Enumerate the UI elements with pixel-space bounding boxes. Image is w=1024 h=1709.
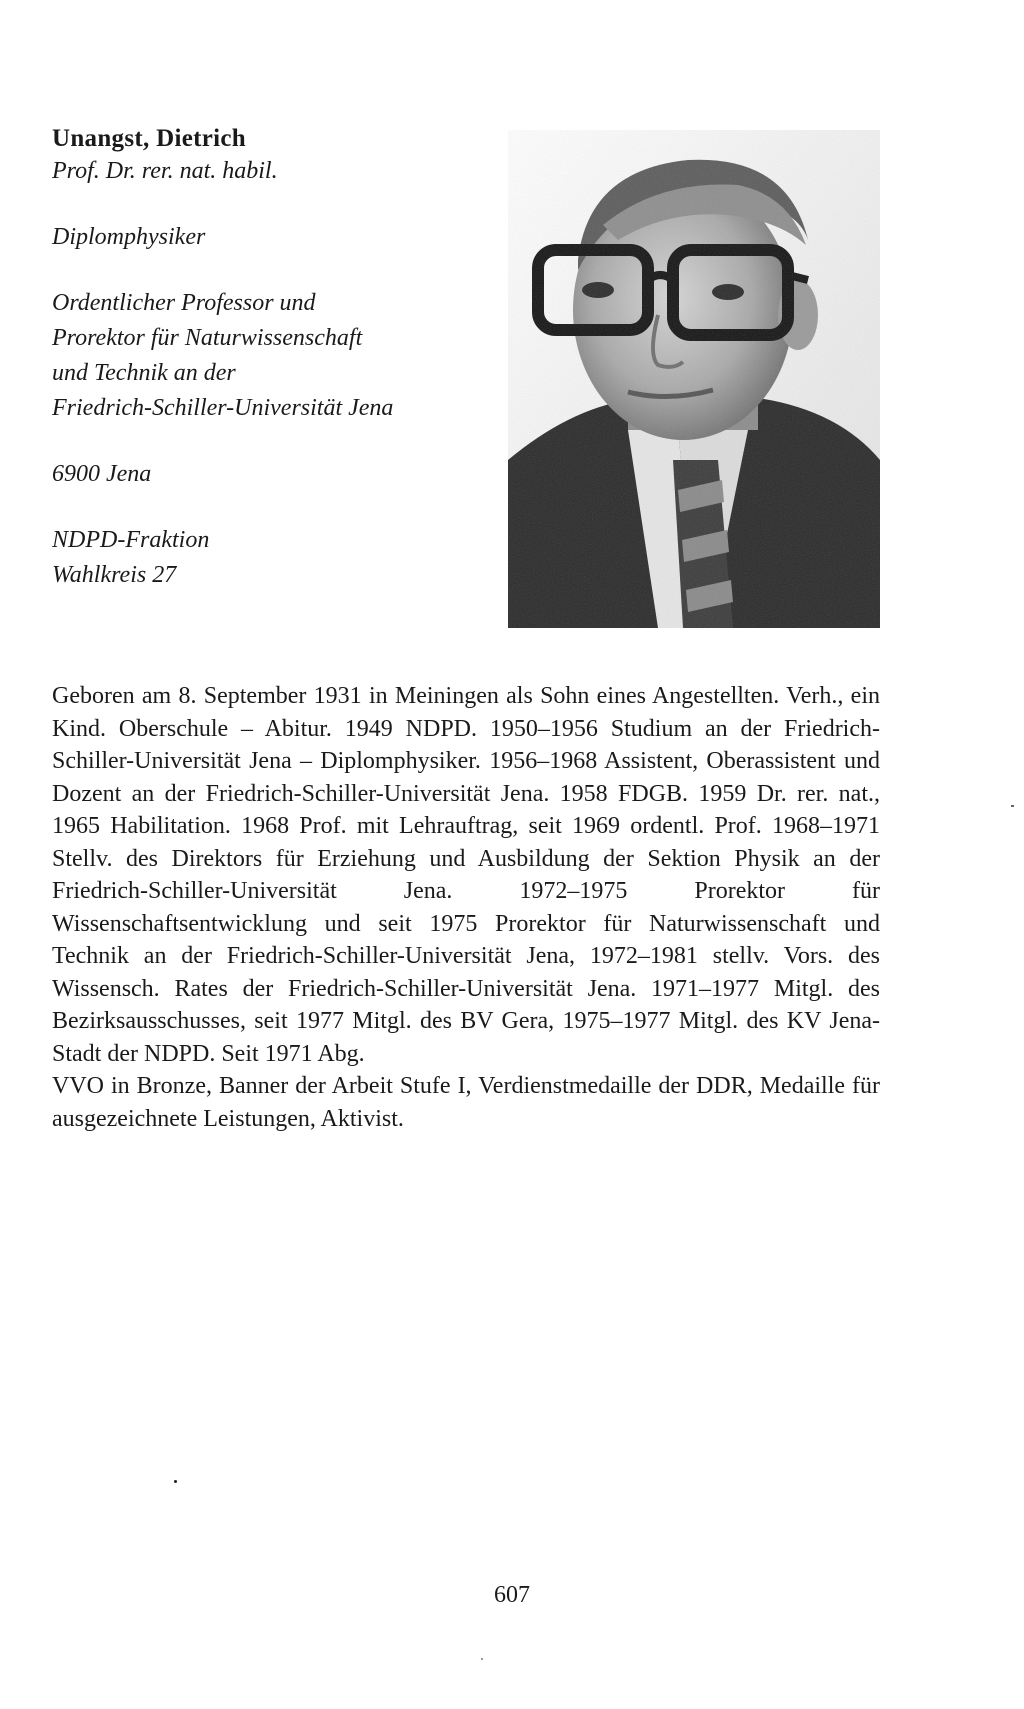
position-line: und Technik an der [52, 360, 236, 386]
speck [481, 1658, 483, 1660]
position-line: Prorektor für Naturwissenschaft [52, 325, 363, 351]
speck [1011, 805, 1014, 807]
portrait-photo [508, 130, 880, 628]
person-name: Unangst, Dietrich [52, 125, 246, 152]
biography [52, 680, 880, 1135]
awards-paragraph: VVO in Bronze, Banner der Arbeit Stufe I, Verdienstmedaille der DDR, Medaille für ausgezeichnete Leistungen, Aktivist. [52, 1073, 880, 1132]
entry-header [52, 124, 492, 593]
page-number: 607 [494, 1582, 530, 1608]
location: 6900 Jena [52, 461, 152, 487]
constituency: Wahlkreis 27 [52, 562, 177, 588]
position-line: Ordentlicher Professor und [52, 290, 316, 316]
speck [174, 1480, 177, 1483]
faction: NDPD-Fraktion [52, 527, 210, 553]
faction-block [52, 523, 492, 593]
profession: Diplomphysiker [52, 224, 206, 250]
position-block [52, 286, 492, 426]
academic-title: Prof. Dr. rer. nat. habil. [52, 158, 278, 184]
position-line: Friedrich-Schiller-Universität Jena [52, 395, 394, 421]
biography-paragraph: Geboren am 8. September 1931 in Meiningen als Sohn eines Angestellten. Verh., ein Kind. Oberschule – Abitur. 1949 NDPD. 1950–1956 Studium an der Friedrich-Schiller-Universität Jena – Diplomphysiker. 1956–1968 Assistent, Oberassistent und Dozent an der Friedrich-Schiller-Universität Jena. 1958 FDGB. 1959 Dr. rer. nat., 1965 Habilitation. 1968 Prof. mit Lehrauftrag, seit 1969 ordentl. Prof. 1968–1971 Stellv. des Direktors für Erziehung und Ausbildung der Sektion Physik an der Friedrich-Schiller-Universität Jena. 1972–1975 Prorektor für Wissenschaftsentwicklung und seit 1975 Prorektor für Naturwissenschaft und Technik an der Friedrich-Schiller-Universität Jena, 1972–1981 stellv. Vors. des Wissensch. Rates der Friedrich-Schiller-Universität Jena. 1971–1977 Mitgl. des Bezirksausschusses, seit 1977 Mitgl. des BV Gera, 1975–1977 Mitgl. des KV Jena-Stadt der NDPD. Seit 1971 Abg. [52, 683, 880, 1067]
